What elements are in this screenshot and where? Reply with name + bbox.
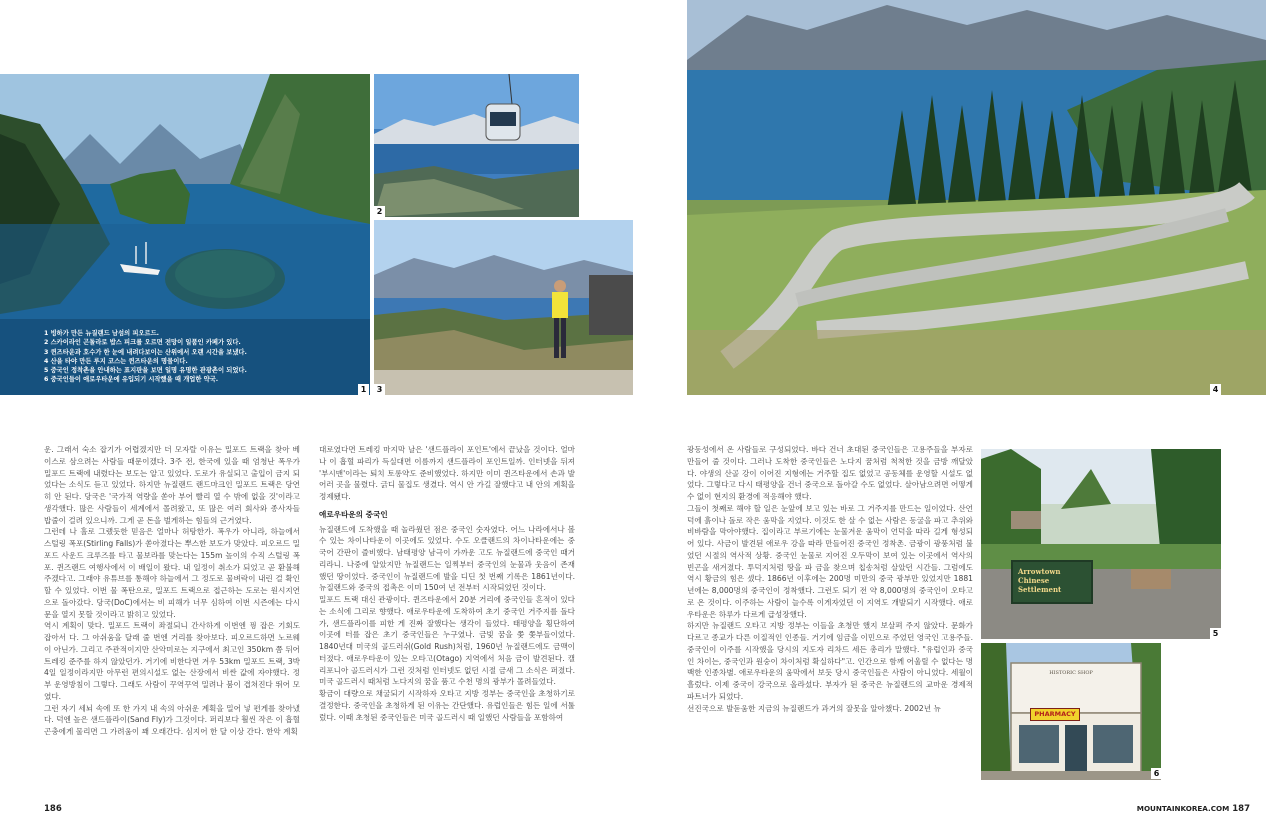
- section-heading: 애로우타운의 중국인: [319, 509, 388, 519]
- caption-6: 6 중국인들이 애로우타운에 유입되기 시작했을 때 개업한 약국.: [44, 376, 219, 384]
- site-name: MOUNTAINKOREA.COM: [1136, 804, 1230, 813]
- photo-captions: [44, 329, 364, 385]
- photo-number-1: 1: [358, 384, 369, 395]
- historic-shop-facade-text: HISTORIC SHOP: [1049, 670, 1093, 676]
- pharmacy-sign: [1030, 708, 1080, 721]
- photo-chinese-settlement: [981, 449, 1221, 639]
- col1-paragraph: 그런데 나 홀로 그랬듯한 믿음은 얼마나 허탕한가. 폭우가 아니라, 하늘에서 스털링 폭포(Stirling Falls)가 쏟아졌다는 뿌스한 보도가 맞았다. 피오르드 밀포드 사운드 크루즈를 타고 물보라를 맞는다는 155m 높이의 수직 스털링 폭포. 퀸즈랜드 여행사에서 이 배일이 왔다. 내 일정이 취소가 되었고 곧 환불해 주겠다고. 그래야 유튜브를 통해야 하늘에서 그 정도로 물벼락이 내린 걸 확인할 수 있었다. 이번 물 폭탄으로, 밀포드 트랙으로 접근하는 도로는 원시지연으로 돌아갔다. 당국(DoC)에서는 비 피해가 너무 심하여 이번 시즌에는 다시 문을 열지 못할 것이라고 밝히고 있었다.: [44, 527, 300, 619]
- page-number-left: 186: [44, 804, 62, 814]
- pharmacy-sign-text: PHARMACY: [1034, 710, 1076, 718]
- photo-number-5: 5: [1210, 628, 1221, 639]
- col3-paragraph: 선진국으로 발돋움한 지금의 뉴질랜드가 과거의 잘못을 알아챘다. 2002년 뉴: [687, 703, 941, 713]
- photo-number-6: 6: [1151, 768, 1162, 779]
- article-column-1: [44, 444, 300, 738]
- photo-number-2: 2: [374, 206, 385, 217]
- photo-hiker: [374, 220, 633, 395]
- col1-paragraph: 운. 그래서 숙소 잡기가 어렵겠지만 더 모자랄 이유는 밀포드 트랙을 찾아 베이스로 삼으려는 사람들 때문이겠다. 3주 전, 한국에 있을 때 엄청난 폭우가 밀포드 트랙에 내렸다는 보도는 알고 있었다. 도로가 유실되고 출입이 금지 되었다는 소식도 듣고 있었다. 하지만 뉴질랜드 랜드마크인 밀포드 트랙은 당연히 안 된다. 당국은 '국가적 역량을 쏟아 부어 빨리 열 수 밖에 없을 것'이라고 생각했다. 많은 사람들이 세계에서 몰려왔고, 또 많은 여러 회사와 종사자들 밥줄이 걸려 있으니까. 그게 곧 돈을 벌게하는 힘들의 근거였다.: [44, 445, 300, 525]
- col1-paragraph: 역시 계획이 맞다. 밀포드 트랙이 좌절되니 간사하게 이번엔 꿩 잡은 기회도 잡아서 다. 그 아쉬움을 달래 줄 번엔 거리를 찾아보다. 피오르드하면 노르웨이 아닌가. 그리고 주관적이지만 산악미로는 지구에서 최고인 350km 쯤 뒤어 트레킹 준주를 하지 않았던가. 거기에 비한다면 겨우 53km 밀포드 트랙, 3박 4일 일정이라지만 아무런 편의시설도 없는 산장에서 비싼 값에 자야했다. 정부 운영방침이 그렇다. 그래도 사람이 꾸역꾸역 밀려나 붐이 겹쳐진다 뛰어 모였다.: [44, 621, 300, 701]
- page-footer-right: [1137, 804, 1250, 814]
- caption-1: 1 빙하가 만든 뉴질랜드 남섬의 피오르드.: [44, 330, 160, 337]
- col2-paragraph: 황금이 대량으로 채굴되기 시작하자 오타고 지방 정부는 중국인을 초청하기로 결정한다. 중국인을 초청하게 된 이유는 간단했다. 유럽인들은 힘든 일에 서툴렀다. 이때 초청된 중국인들은 미국 골드러시 때 일했던 사람들을 포함하여: [319, 689, 575, 722]
- col1-paragraph: 그런 자기 세뇌 속에 또 한 가지 내 속의 아쉬운 계획을 밀어 넣 편게를 찾아냈다. 덕엔 높은 샌드플라이(Sand Fly)가 그것이다. 퍼리보다 훨씬 작은 이 흡혈 곤충에게 물리면 그 가려움이 꽤 오래간다. 심지어 한 달 이상 간다. 한악 계획: [44, 703, 300, 736]
- col3-paragraph: 그들이 첫째로 해야 할 일은 눈앞에 보고 있는 바로 그 거주지를 만드는 일이었다. 산언덕에 흙이나 돌로 작은 움막을 지었다. 이것도 한 살 수 없는 사람은 동굴을 파고 추위와 비바람을 막아야했다. 집이라고 부르기에는 눈물겨운 움막이 언덕을 따라 길게 형성되어 있다. 사금이 발견된 애로우 강을 따라 만들어진 중국인 정착촌. 금광이 광풍처럼 불었던 시절의 역사적 상황. 중국인 눈물로 지어진 오두막이 보여 있는 이곳에서 역사의 빈곤을 새겨졌다. 투덕지처럼 땅을 파 금을 찾으며 칩송처럼 살았던 시간들. 그럼에도 역시 황금의 힘은 셌다. 1866년 이후에는 200명 미만의 중국 광부만 있었지만 1881년에는 8,000명의 중국인이 정착했다. 그런도 되기 전 약 8,000명의 중국인이 오타고로 온 것이다. 이주하는 사람이 늘수록 이게자었던 이 지역도 개발되기 시작했다. 애로우타운은 하루가 다르게 급성장했다.: [687, 503, 973, 619]
- col2-paragraph: 밀포드 트랙 대신 관광이다. 퀸즈타운에서 20분 거리에 중국인들 흔적이 있다는 소식에 그리로 향했다. 애로우타운에 도착하여 초기 중국인 거주지를 돌다가, 샌드플라이를 피한 게 진짜 잘했다는 생각이 들었다. 태평양을 횡단하여 이곳에 터를 잡은 초기 중국인들은 누구였나. 금빛 꿈을 쫓 쫓부들이었다. 1840년대 미국의 골드러쉬(Gold Rush)처럼, 1960년 뉴질랜드에도 금맥이 터졌다. 애로우타운이 있는 오타고(Otago) 지역에서 처음 금이 발견된다. 캘리포니아 골드러시가 그런 것처럼 인터넷도 없던 시절 금새 그 소식은 퍼졌다. 미국 골드러시 때처럼 노다지의 꿈을 품고 수천 명의 광부가 몰려들었다.: [319, 595, 575, 687]
- col3-paragraph: 광동성에서 온 사람들로 구성되었다. 바다 건너 초대된 중국인들은 고용주들을 부자로 만들어 줄 것이다. 그러나 도착한 중국인들은 노다지 꿈처럼 척척한 것을 금방 깨달았다. 야생의 산골 강이 이어진 지형에는 거주할 집도 없었고 공동체를 운영할 시설도 없었다. 그렇다고 다시 태평양을 건너 중국으로 돌아갈 수도 없었다. 살아남으려면 어떻게 수 없이 현지의 환경에 적응해야 했다.: [687, 445, 973, 501]
- photo-gondola: [374, 74, 579, 217]
- caption-2: 2 스카이라인 곤돌라로 밥스 피크를 오르면 전망이 일품인 카페가 있다.: [44, 339, 241, 347]
- settlement-sign-title: Arrowtown Chinese Settlement: [1018, 567, 1062, 594]
- caption-3: 3 퀸즈타운과 호수가 한 눈에 내려다보이는 산위에서 오랜 시간을 보냈다.: [44, 348, 247, 356]
- photo-luge-track: [687, 0, 1266, 395]
- settlement-sign: [1011, 560, 1093, 604]
- col2-paragraph: 뉴질랜드에 도착했을 때 놀라웠던 점은 중국인 숫자였다. 어느 나라에서나 볼 수 있는 차이나타운이 이곳에도 있었다. 수도 오클랜드의 차이나타운에는 중국어 간판이 즐비했다. 남태평양 남극이 가까운 고도 뉴질랜드에 중국인 때거리라니. 나중에 알았지만 뉴질랜드는 일찍부터 중국인의 눈물과 웃음이 존재했던 땅이었다. 중국인이 뉴질랜드에 발을 디딘 첫 번째 기록은 1861년이다. 뉴질랜드와 중국의 접촉은 이미 150여 년 전부터 시작되었던 것이다.: [319, 524, 575, 593]
- article-column-3: [687, 444, 973, 714]
- caption-4: 4 산을 타야 만든 루지 코스는 퀸즈타운의 명물이다.: [44, 357, 188, 365]
- photo-number-3: 3: [374, 384, 385, 395]
- caption-5: 5 중국인 정착촌을 안내하는 표지판을 보면 일명 유명한 관광촌이 되었다.: [44, 367, 247, 375]
- col3-paragraph: 하지만 뉴질랜드 오타고 지방 정부는 이들을 초청만 했지 보살펴 주지 않았다. 문화가 다르고 종교가 다른 이질적인 인종들. 거기에 임금을 이민으로 주었던 영국인 고용주들. 중국인이 이주를 시작했을 당시의 지도자 리차드 세든 총리가 말했다. "유럽인과 중국인 차이는, 중국인과 원숭이 차이처럼 확실하다"고. 인간으로 함께 어울릴 수 없다는 명백한 인종차별. 애로우타운의 움막에서 보듯 당시 중국인들은 사람이 아니었다. 세월이 흘렀다. 이제 중국이 강국으로 올라섰다. 부자가 된 중국은 뉴질랜드의 교마운 경제적 파트너가 되었다.: [687, 621, 973, 701]
- page-number-right: 187: [1232, 804, 1250, 814]
- col2-paragraph: 대로였다면 트레킹 마지막 날은 '샌드플라이 포인트'에서 끝났을 것이다. 얼마나 이 흡혈 파리가 득실대면 이름까지 샌드플라이 포인트일까. 인터넷을 뒤져 '부시맨'이라는 퇴치 토롱약도 준비했었다. 하지만 이미 퀸즈타운에서 손과 발어러 곳을 물렸다. 긁디 물집도 생겼다. 역시 안 가길 잘했다고 내 안의 계획을 정제됐다.: [319, 445, 575, 501]
- article-column-2: [319, 444, 575, 723]
- photo-number-4: 4: [1210, 384, 1221, 395]
